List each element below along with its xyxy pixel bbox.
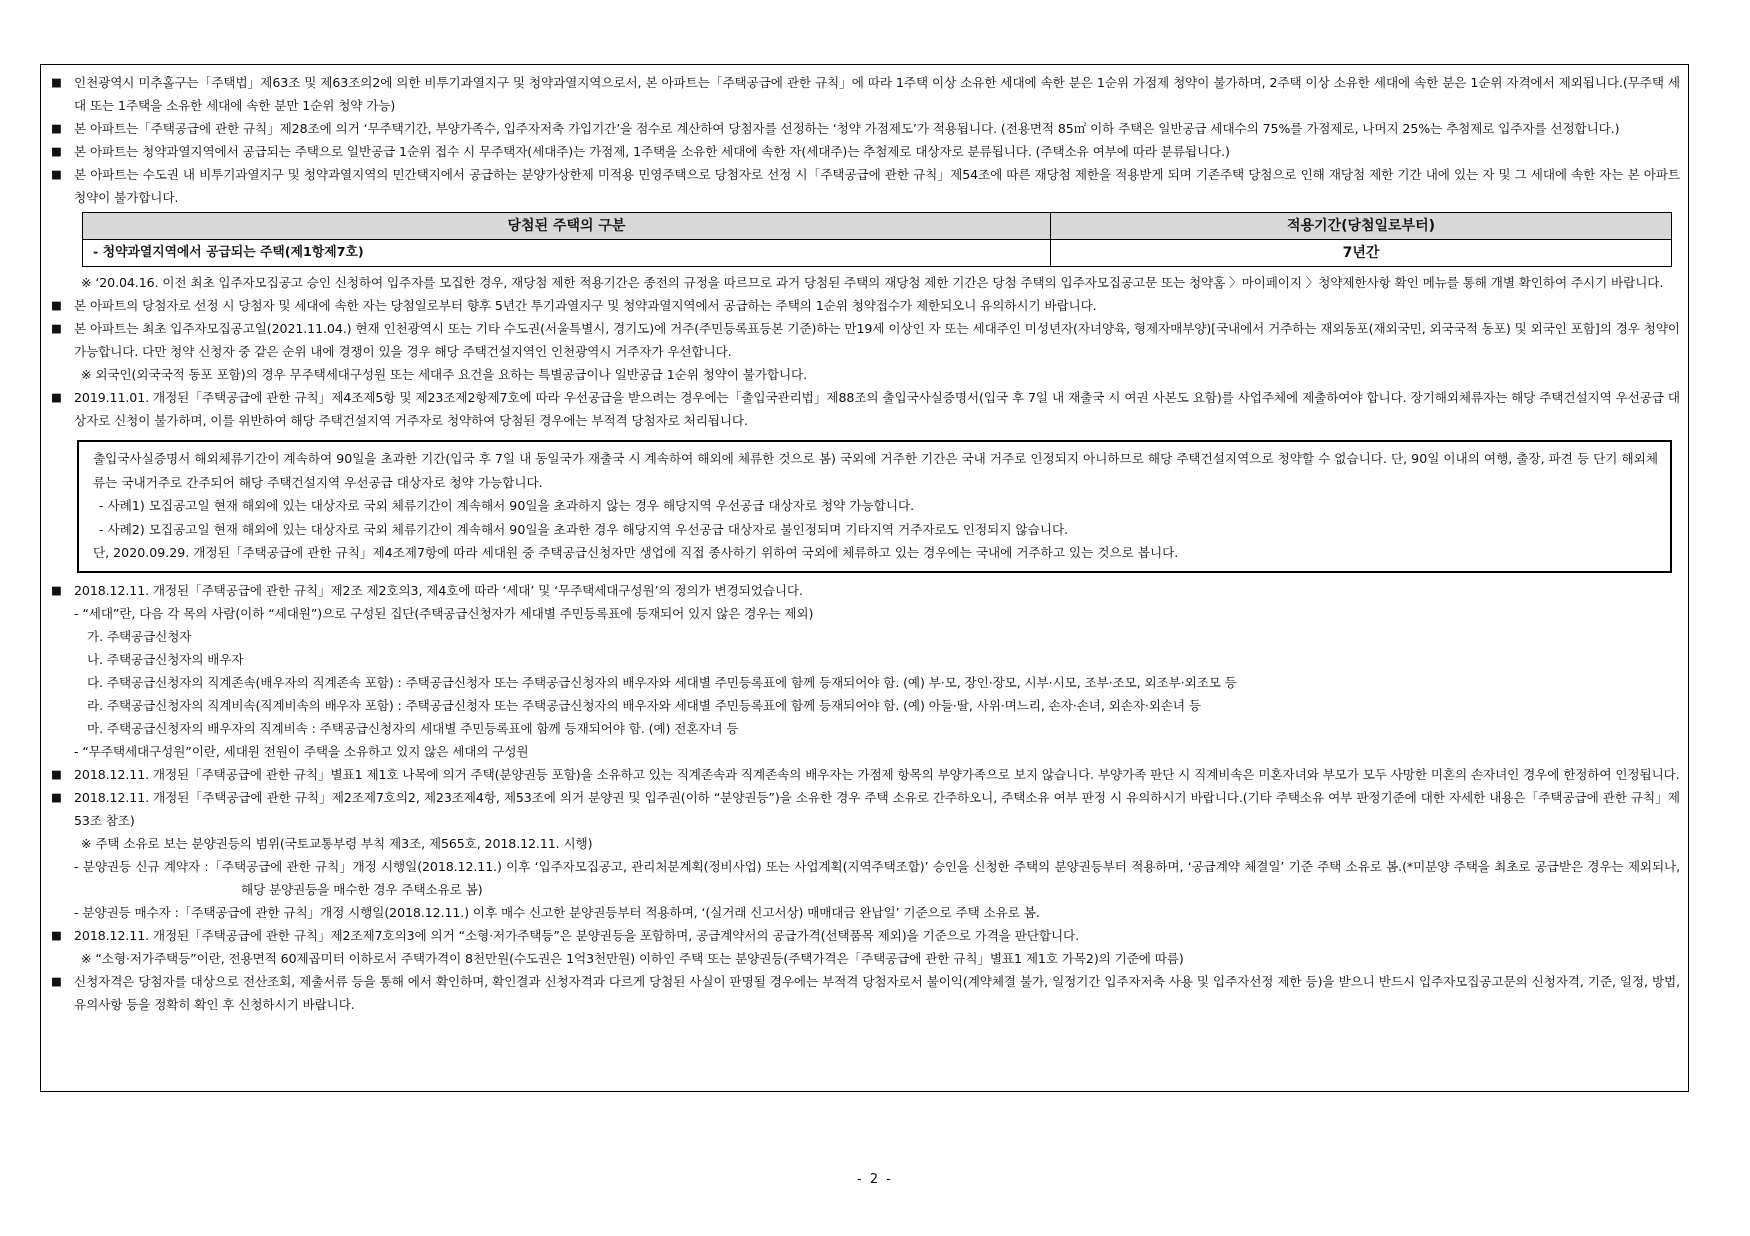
table-cell: 7년간 (1342, 245, 1380, 261)
dash-buyer: - 분양권등 매수자 :「주택공급에 관한 규칙」개정 시행일(2018.12.11.) 이후 매수 신고한 분양권등부터 적용하며, ‘(실거래 신고서상) 매매대금 완납일’ 기준으로 주택 소유로 봄. (74, 904, 1040, 920)
bullet-square-icon: ■ (51, 121, 62, 135)
bullet-square-icon: ■ (51, 789, 62, 804)
page-number: - 2 - (857, 1172, 893, 1187)
box-tail-text: 단, 2020.09.29. 개정된「주택공급에 관한 규칙」제4조제7항에 따라 세대원 중 주택공급신청자만 생업에 직접 종사하기 위하여 국외에 체류하고 있는 경우에는 국내에 거주하고 있는 것으로 봅니다. (93, 545, 1179, 560)
notice-item: ■ 본 아파트는 수도권 내 비투기과열지구 및 청약과열지역의 민간택지에서 공급하는 분양가상한제 미적용 민영주택으로 당첨자로 선정 시「주택공급에 관한 규칙」제54조에 따른 재당첨 제한을 적용받게 되며 기존주택 당첨으로 인해 재당첨 제한 기간 내에 있는 자 및 그 세대에 속한 자는 본 아파트 청약이 불가합니다. (51, 163, 1680, 209)
bullet-square-icon: ■ (51, 390, 62, 404)
notice-item: ■ 인천광역시 미추홀구는「주택법」제63조 및 제63조의2에 의한 비투기과열지구 및 청약과열지역으로서, 본 아파트는「주택공급에 관한 규칙」에 따라 1주택 이상 소유한 세대에 속한 분은 1순위 가점제 청약이 불가하며, 2주택 이상 소유한 세대에 속한 분은 1순위 자격에서 제외됩니다.(무주택 세대 또는 1주택을 소유한 세대에 속한 분만 1순위 청약 가능) (51, 71, 1680, 117)
bullet-square-icon: ■ (51, 973, 62, 988)
notice-item: ■ 2019.11.01. 개정된「주택공급에 관한 규칙」제4조제5항 및 제23조제2항제7호에 따라 우선공급을 받으려는 경우에는「출입국관리법」제88조의 출입국사실증명서(입국 후 7일 내 재출국 시 여권 사본도 요함)를 사업주체에 제출하여야 합니다. 장기해외체류자는 해당 주택건설지역 우선공급 대상자로 신청이 불가하며, 이를 위반하여 해당 주택건설지역 거주자로 청약하여 당첨된 경우에는 부적격 당첨자로 처리됩니다. (51, 386, 1680, 432)
notice-item: ■ 2018.12.11. 개정된「주택공급에 관한 규칙」제2조 제2호의3, 제4호에 따라 ‘세대’ 및 ‘무주택세대구성원’의 정의가 변경되었습니다. (51, 579, 1680, 602)
notice-item: ■ 2018.12.11. 개정된「주택공급에 관한 규칙」별표1 제1호 나목에 의거 주택(분양권등 포함)을 소유하고 있는 직계존속과 직계존속의 배우자는 가점제 항목의 부양가족으로 보지 않습니다. 부양가족 판단 시 직계비속은 미혼자녀와 부모가 모두 사망한 미혼의 손자녀인 경우에 한정하여 인정됩니다. (51, 763, 1680, 786)
definition-household: - “세대”란, 다음 각 목의 사람(이하 “세대원”)으로 구성된 집단(주택공급신청자가 세대별 주민등록표에 등재되어 있지 않은 경우는 제외) (74, 605, 814, 621)
box-main-text: 출입국사실증명서 해외체류기간이 계속하여 90일을 초과한 기간(입국 후 7일 내 동일국가 재출국 시 계속하여 해외에 체류한 것으로 봄) 국외에 거주한 기간은 국내 거주로 인정되지 아니하므로 해당 주택건설지역으로 청약할 수 없습니다. 단, 90일 이내의 여행, 출장, 파견 등 단기 해외체류는 국내거주로 간주되어 해당 주택건설지역 우선공급 대상자로 청약 가능합니다. (93, 451, 1658, 490)
notice-item: ■ 2018.12.11. 개정된「주택공급에 관한 규칙」제2조제7호의3에 의거 “소형·저가주택등”은 분양권등을 포함하며, 공급계약서의 공급가격(선택품목 제외)을 기준으로 가격을 판단합니다. (51, 924, 1680, 947)
notice-frame (40, 64, 1689, 1092)
bullet-square-icon: ■ (51, 298, 62, 312)
notice-item: ■ 본 아파트는 최초 입주자모집공고일(2021.11.04.) 현재 인천광역시 또는 기타 수도권(서울특별시, 경기도)에 거주(주민등록표등본 기준)하는 만19세 이상인 자 또는 세대주인 미성년자(자녀양육, 형제자매부양)[국내에서 거주하는 재외동포(재외국민, 외국국적 동포) 및 외국인 포함]의 경우 청약이 가능합니다. 다만 청약 신청자 중 같은 순위 내에 경쟁이 있을 경우 해당 주택건설지역인 인천광역시 거주자가 우선합니다. (51, 317, 1680, 363)
table-cell: - 청약과열지역에서 공급되는 주택(제1항제7호) (83, 240, 1051, 266)
note-text: ※ 외국인(외국국적 동포 포함)의 경우 무주택세대구성원 또는 세대주 요건을 요하는 특별공급이나 일반공급 1순위 청약이 불가합니다. (81, 367, 808, 382)
rewin-restriction-table (82, 212, 1672, 267)
bullet-square-icon: ■ (51, 927, 62, 942)
note-text: ※ 주택 소유로 보는 분양권등의 범위(국토교통부령 부칙 제3조, 제565호, 2018.12.11. 시행) (81, 835, 593, 851)
box-example-1: - 사례1) 모집공고일 현재 해외에 있는 대상자로 국외 체류기간이 계속해서 90일을 초과하지 않는 경우 해당지역 우선공급 대상자로 청약 가능합니다. (99, 498, 915, 513)
definition-list-item: 나. 주택공급신청자의 배우자 (87, 651, 244, 667)
bullet-square-icon: ■ (51, 582, 62, 597)
definition-nohouse: - “무주택세대구성원”이란, 세대원 전원이 주택을 소유하고 있지 않은 세대의 구성원 (74, 743, 529, 759)
notice-item: ■ 본 아파트는「주택공급에 관한 규칙」제28조에 의거 ‘무주택기간, 부양가족수, 입주자저축 가입기간’을 점수로 계산하여 당첨자를 선정하는 ‘청약 가점제도’가 적용됩니다. (전용면적 85㎡ 이하 주택은 일반공급 세대수의 75%를 가점제로, 나머지 25%는 추첨제로 입주자를 선정합니다.) (51, 117, 1680, 140)
box-example-2: - 사례2) 모집공고일 현재 해외에 있는 대상자로 국외 체류기간이 계속해서 90일을 초과한 경우 해당지역 우선공급 대상자로 불인정되며 기타지역 거주자로도 인정되지 않습니다. (99, 521, 1069, 537)
definition-list-item: 다. 주택공급신청자의 직계존속(배우자의 직계존속 포함) : 주택공급신청자 또는 주택공급신청자의 배우자와 세대별 주민등록표에 함께 등재되어야 함. (예) 부·모, 장인·장모, 시부·시모, 조부·조모, 외조부·외조모 등 (87, 674, 1237, 690)
table-header-cell: 당첨된 주택의 구분 (83, 213, 1051, 240)
note-text: ※ ‘20.04.16. 이전 최초 입주자모집공고 승인 신청하여 입주자를 모집한 경우, 재당첨 제한 적용기간은 종전의 규정을 따르므로 과거 당첨된 주택의 재당첨 제한 기간은 당첨 주택의 입주자모집공고문 또는 청약홈 〉마이페이지 〉청약제한사항 확인 메뉴를 통해 개별 확인하여 주시기 바랍니다. (81, 275, 1664, 290)
definition-list-item: 마. 주택공급신청자의 배우자의 직계비속 : 주택공급신청자의 세대별 주민등록표에 함께 등재되어야 함. (예) 전혼자녀 등 (87, 720, 739, 736)
overseas-stay-box (77, 440, 1672, 573)
bullet-square-icon: ■ (51, 75, 62, 89)
notice-item: ■ 신청자격은 당첨자를 대상으로 전산조회, 제출서류 등을 통해 에서 확인하며, 확인결과 신청자격과 다르게 당첨된 사실이 판명될 경우에는 부적격 당첨자로서 불이익(계약체결 불가, 일정기간 입주자저축 사용 및 입주자선정 제한 등)을 받으니 반드시 입주자모집공고문의 신청자격, 기준, 일정, 방법, 유의사항 등을 정확히 확인 후 신청하시기 바랍니다. (51, 970, 1680, 1016)
bullet-square-icon: ■ (51, 144, 62, 158)
notice-item: ■ 본 아파트의 당첨자로 선정 시 당첨자 및 세대에 속한 자는 당첨일로부터 향후 5년간 투기과열지구 및 청약과열지역에서 공급하는 주택의 1순위 청약접수가 제한되오니 유의하시기 바랍니다. (51, 294, 1680, 317)
bullet-square-icon: ■ (51, 766, 62, 781)
note-text: ※ “소형·저가주택등”이란, 전용면적 60제곱미터 이하로서 주택가격이 8천만원(수도권은 1억3천만원) 이하인 주택 또는 분양권등(주택가격은「주택공급에 관한 규칙」별표1 제1호 가목2)의 기준에 따름) (81, 950, 1184, 966)
notice-item: ■ 본 아파트는 청약과열지역에서 공급되는 주택으로 일반공급 1순위 접수 시 무주택자(세대주)는 가점제, 1주택을 소유한 세대에 속한 자(세대주)는 추첨제로 대상자로 분류됩니다. (주택소유 여부에 따라 분류됩니다.) (51, 140, 1680, 163)
bullet-square-icon: ■ (51, 321, 62, 335)
definition-list-item: 라. 주택공급신청자의 직계비속(직계비속의 배우자 포함) : 주택공급신청자 또는 주택공급신청자의 배우자와 세대별 주민등록표에 함께 등재되어야 함. (예) 아들·딸, 사위·며느리, 손자·손녀, 외손자·외손녀 등 (87, 697, 1201, 713)
bullet-square-icon: ■ (51, 167, 62, 181)
definition-list-item: 가. 주택공급신청자 (87, 628, 192, 644)
table-header-cell: 적용기간(당첨일로부터) (1051, 213, 1671, 240)
dash-new-contractor: - 분양권등 신규 계약자 :「주택공급에 관한 규칙」개정 시행일(2018.12.11.) 이후 ‘입주자모집공고, 관리처분계획(정비사업) 또는 사업계획(지역주택조합)’ 승인을 신청한 주택의 분양권등부터 적용하며, ‘공급계약 체결일’ 기준 주택 소유로 봄.(*미분양 주택을 최초로 공급받은 경우는 제외되나, 해당 분양권등을 매수한 경우 주택소유로 봄) (74, 858, 1680, 897)
notice-item: ■ 2018.12.11. 개정된「주택공급에 관한 규칙」제2조제7호의2, 제23조제4항, 제53조에 의거 분양권 및 입주권(이하 “분양권등”)을 소유한 경우 주택 소유로 간주하오니, 주택소유 여부 판정 시 유의하시기 바랍니다.(기타 주택소유 여부 판정기준에 대한 자세한 내용은「주택공급에 관한 규칙」제53조 참조) (51, 786, 1680, 832)
